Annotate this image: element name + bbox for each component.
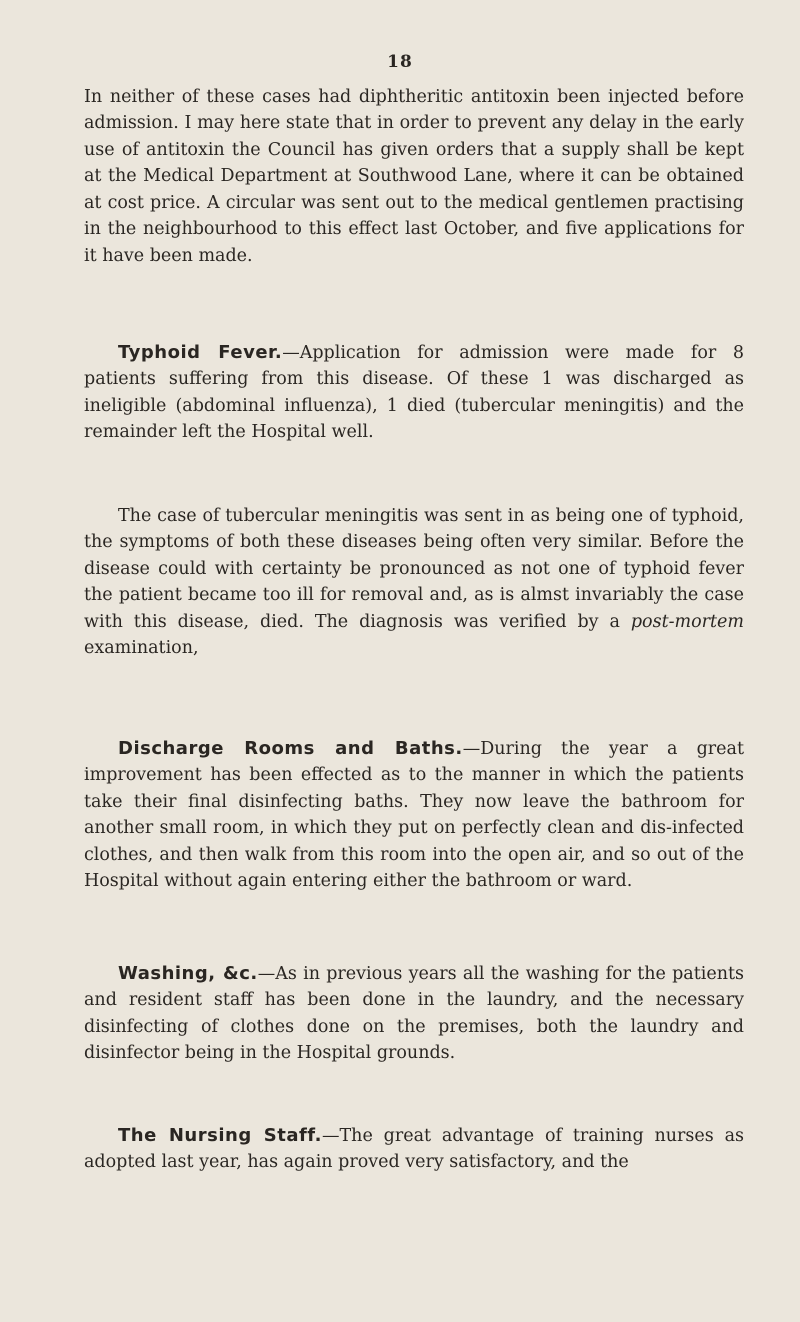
meningitis-italic-term: post-mortem xyxy=(630,611,744,632)
section-heading-typhoid-fever: Typhoid Fever. xyxy=(118,341,283,363)
section-text-nursing-staff: —The great advantage of training nurses as adopted last year, has again proved very satisfactory, and the xyxy=(84,1125,744,1172)
section-text-discharge-rooms: —During the year a great improvement has been effected as to the manner in which the patients take their final disinfecting baths. They now leave the bathroom for another small room, in which they put on perfectly clean and dis-infected clothes, and then walk from this room into the open air, and so out of the Hospital without again entering either the bathroom or ward. xyxy=(84,738,744,891)
section-text-washing: —As in previous years all the washing for the patients and resident staff has been done in the laundry, and the necessary disinfecting of clothes done on the premises, both the laundry and disinfector being in the Hospital grounds. xyxy=(84,963,745,1063)
paragraph-discharge-rooms xyxy=(84,736,744,895)
paragraph-antitoxin: In neither of these cases had diphtheritic antitoxin been injected before admission. I may here state that in order to prevent any delay in the early use of antitoxin the Council has given orders that a supply shall be kept at the Medical Department at Southwood Lane, where it can be obtained at cost price. A circular was sent out to the medical gentlemen practising in the neighbourhood to this effect last October, and five applications for it have been made. xyxy=(84,86,744,266)
paragraph-washing xyxy=(84,961,744,1067)
page-number: 18 xyxy=(387,52,413,72)
section-heading-washing: Washing, &c. xyxy=(118,962,258,984)
paragraph-tubercular-meningitis xyxy=(84,503,744,662)
section-text-typhoid-fever: —Application for admission were made for 8 patients suffering from this disease. Of these 1 was discharged as ineligible (abdominal influenza), 1 died (tubercular meningitis) and the remainder left the Hospital well. xyxy=(84,342,744,442)
paragraph-typhoid-fever xyxy=(84,340,744,446)
meningitis-text-after: examination, xyxy=(84,638,199,658)
section-heading-nursing-staff: The Nursing Staff. xyxy=(118,1124,322,1146)
paragraph-nursing-staff xyxy=(84,1123,744,1176)
meningitis-text-before: The case of tubercular meningitis was sent in as being one of typhoid, the symptoms of both these diseases being often very similar. Before the disease could with certainty be pronounced as not one of typhoid fever the patient became too ill for removal and, as is almst invariably the case with this disease, died. The diagnosis was verified by a xyxy=(84,505,744,632)
section-heading-discharge-rooms: Discharge Rooms and Baths. xyxy=(118,737,463,759)
